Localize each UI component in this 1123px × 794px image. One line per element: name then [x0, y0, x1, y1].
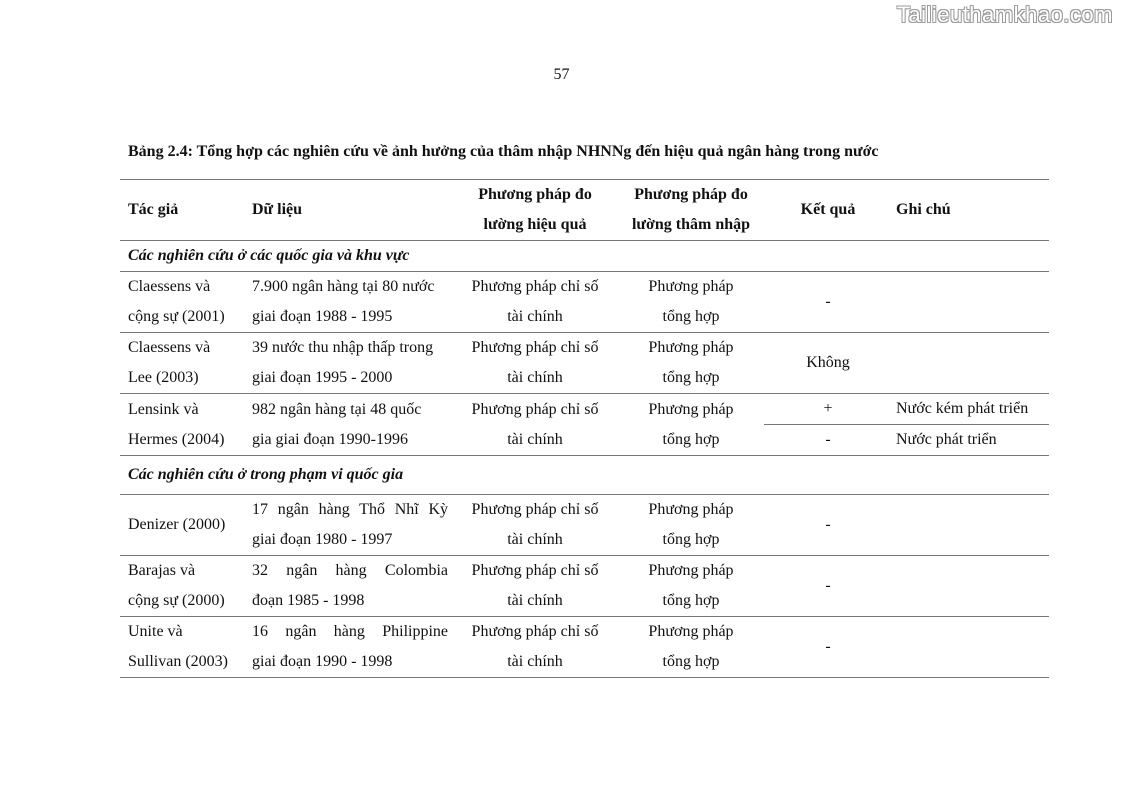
- eff-line-2: tài chính: [507, 531, 563, 548]
- table-header-row: [120, 180, 1049, 241]
- eff-line-2: tài chính: [507, 430, 563, 448]
- pen-line-1: Phương pháp: [648, 562, 734, 579]
- table-row: [120, 333, 1049, 394]
- eff-line-1: Phương pháp chỉ số: [471, 501, 599, 518]
- cell-author: [120, 333, 244, 394]
- header-result: Kết quả: [764, 180, 888, 241]
- table-row: [120, 617, 1049, 678]
- section-row: [120, 456, 1049, 495]
- cell-data: [244, 617, 452, 678]
- data-line-2: giai đoạn 1980 - 1997: [252, 531, 393, 548]
- cell-note: [888, 556, 1049, 617]
- table-row: [120, 495, 1049, 556]
- eff-line-1: Phương pháp chỉ số: [471, 278, 599, 295]
- data-line-1: 16 ngân hàng Philippine: [252, 623, 448, 640]
- data-line-2: đoạn 1985 - 1998: [252, 592, 365, 609]
- table-caption: Bảng 2.4: Tổng hợp các nghiên cứu về ảnh hưởng của thâm nhập NHNNg đến hiệu quả ngân hàng trong nước: [128, 143, 879, 160]
- data-line-2: giai đoạn 1988 - 1995: [252, 308, 393, 325]
- watermark: Tailieuthamkhao.com: [896, 2, 1113, 27]
- data-line-1: 17 ngân hàng Thổ Nhĩ Kỳ: [252, 501, 448, 518]
- cell-data: [244, 272, 452, 333]
- cell-result: -: [764, 272, 888, 333]
- table-row: [120, 556, 1049, 617]
- cell-result: -: [764, 425, 888, 456]
- cell-data: [244, 556, 452, 617]
- cell-result: +: [764, 394, 888, 425]
- cell-penetration: [614, 272, 764, 333]
- pen-line-2: tổng hợp: [662, 531, 720, 548]
- cell-data: [244, 394, 452, 456]
- pen-line-1: Phương pháp: [648, 623, 734, 640]
- eff-line-2: tài chính: [507, 369, 563, 386]
- cell-penetration: [614, 333, 764, 394]
- cell-note: Nước kém phát triển: [888, 394, 1049, 425]
- author-line-2: Hermes (2004): [128, 430, 225, 448]
- table-row: [120, 272, 1049, 333]
- cell-result: Không: [764, 333, 888, 394]
- data-line-1: 39 nước thu nhập thấp trong: [252, 339, 434, 356]
- data-line-1: 982 ngân hàng tại 48 quốc: [252, 400, 422, 418]
- author-line-2: cộng sự (2000): [128, 592, 225, 609]
- cell-efficiency: [452, 272, 614, 333]
- cell-efficiency: [452, 333, 614, 394]
- pen-line-2: tổng hợp: [662, 592, 720, 609]
- eff-line-1: Phương pháp chỉ số: [471, 339, 599, 356]
- cell-result: -: [764, 495, 888, 556]
- header-author: Tác giả: [120, 180, 244, 241]
- cell-author: [120, 394, 244, 456]
- page-number: 57: [553, 66, 570, 83]
- pen-line-1: Phương pháp: [648, 278, 734, 295]
- cell-note: Nước phát triển: [888, 425, 1049, 456]
- cell-efficiency: [452, 556, 614, 617]
- eff-line-1: Phương pháp chỉ số: [471, 562, 599, 579]
- cell-efficiency: [452, 617, 614, 678]
- author-line-2: Lee (2003): [128, 369, 199, 386]
- data-line-2: gia giai đoạn 1990-1996: [252, 430, 408, 448]
- cell-data: [244, 495, 452, 556]
- header-penetration-method: [614, 180, 764, 241]
- eff-line-2: tài chính: [507, 592, 563, 609]
- cell-data: [244, 333, 452, 394]
- studies-table: [120, 179, 1049, 678]
- cell-note: [888, 617, 1049, 678]
- header-pen-line-1: Phương pháp đo: [634, 186, 748, 203]
- cell-efficiency: [452, 495, 614, 556]
- author-line-1: Claessens và: [128, 339, 211, 356]
- author-line-1: Claessens và: [128, 278, 211, 295]
- eff-line-1: Phương pháp chỉ số: [471, 623, 599, 640]
- header-pen-line-2: lường thâm nhập: [631, 216, 751, 233]
- pen-line-2: tổng hợp: [662, 653, 720, 670]
- cell-note: [888, 333, 1049, 394]
- cell-penetration: [614, 394, 764, 456]
- header-data: Dữ liệu: [244, 180, 452, 241]
- data-line-2: giai đoạn 1990 - 1998: [252, 653, 393, 670]
- data-line-1: 32 ngân hàng Colombia: [252, 562, 448, 579]
- header-efficiency-method: [452, 180, 614, 241]
- author-line-1: Unite và: [128, 623, 183, 640]
- cell-penetration: [614, 495, 764, 556]
- pen-line-2: tổng hợp: [662, 369, 720, 386]
- table-row: [120, 394, 1049, 425]
- pen-line-1: Phương pháp: [648, 339, 734, 356]
- cell-penetration: [614, 617, 764, 678]
- eff-line-1: Phương pháp chỉ số: [471, 400, 599, 418]
- cell-efficiency: [452, 394, 614, 456]
- header-note: Ghi chú: [888, 180, 1049, 241]
- cell-note: [888, 272, 1049, 333]
- author-line-1: Lensink và: [128, 400, 199, 418]
- header-eff-line-1: Phương pháp đo: [478, 186, 592, 203]
- data-line-2: giai đoạn 1995 - 2000: [252, 369, 393, 386]
- author-line-1: Barajas và: [128, 562, 196, 579]
- cell-note: [888, 495, 1049, 556]
- cell-author: Denizer (2000): [120, 495, 244, 556]
- eff-line-2: tài chính: [507, 308, 563, 325]
- cell-result: -: [764, 617, 888, 678]
- cell-author: [120, 556, 244, 617]
- pen-line-1: Phương pháp: [648, 501, 734, 518]
- section-row: [120, 241, 1049, 272]
- cell-penetration: [614, 556, 764, 617]
- cell-result: -: [764, 556, 888, 617]
- section-title: Các nghiên cứu ở trong phạm vi quốc gia: [120, 456, 1049, 495]
- section-title: Các nghiên cứu ở các quốc gia và khu vực: [120, 241, 1049, 272]
- cell-author: [120, 617, 244, 678]
- eff-line-2: tài chính: [507, 653, 563, 670]
- data-line-1: 7.900 ngân hàng tại 80 nước: [252, 278, 435, 295]
- author-line-2: Sullivan (2003): [128, 653, 228, 670]
- author-line-2: cộng sự (2001): [128, 308, 225, 325]
- pen-line-1: Phương pháp: [648, 400, 734, 418]
- header-eff-line-2: lường hiệu quả: [483, 216, 587, 233]
- cell-author: [120, 272, 244, 333]
- pen-line-2: tổng hợp: [662, 308, 720, 325]
- pen-line-2: tổng hợp: [662, 430, 720, 448]
